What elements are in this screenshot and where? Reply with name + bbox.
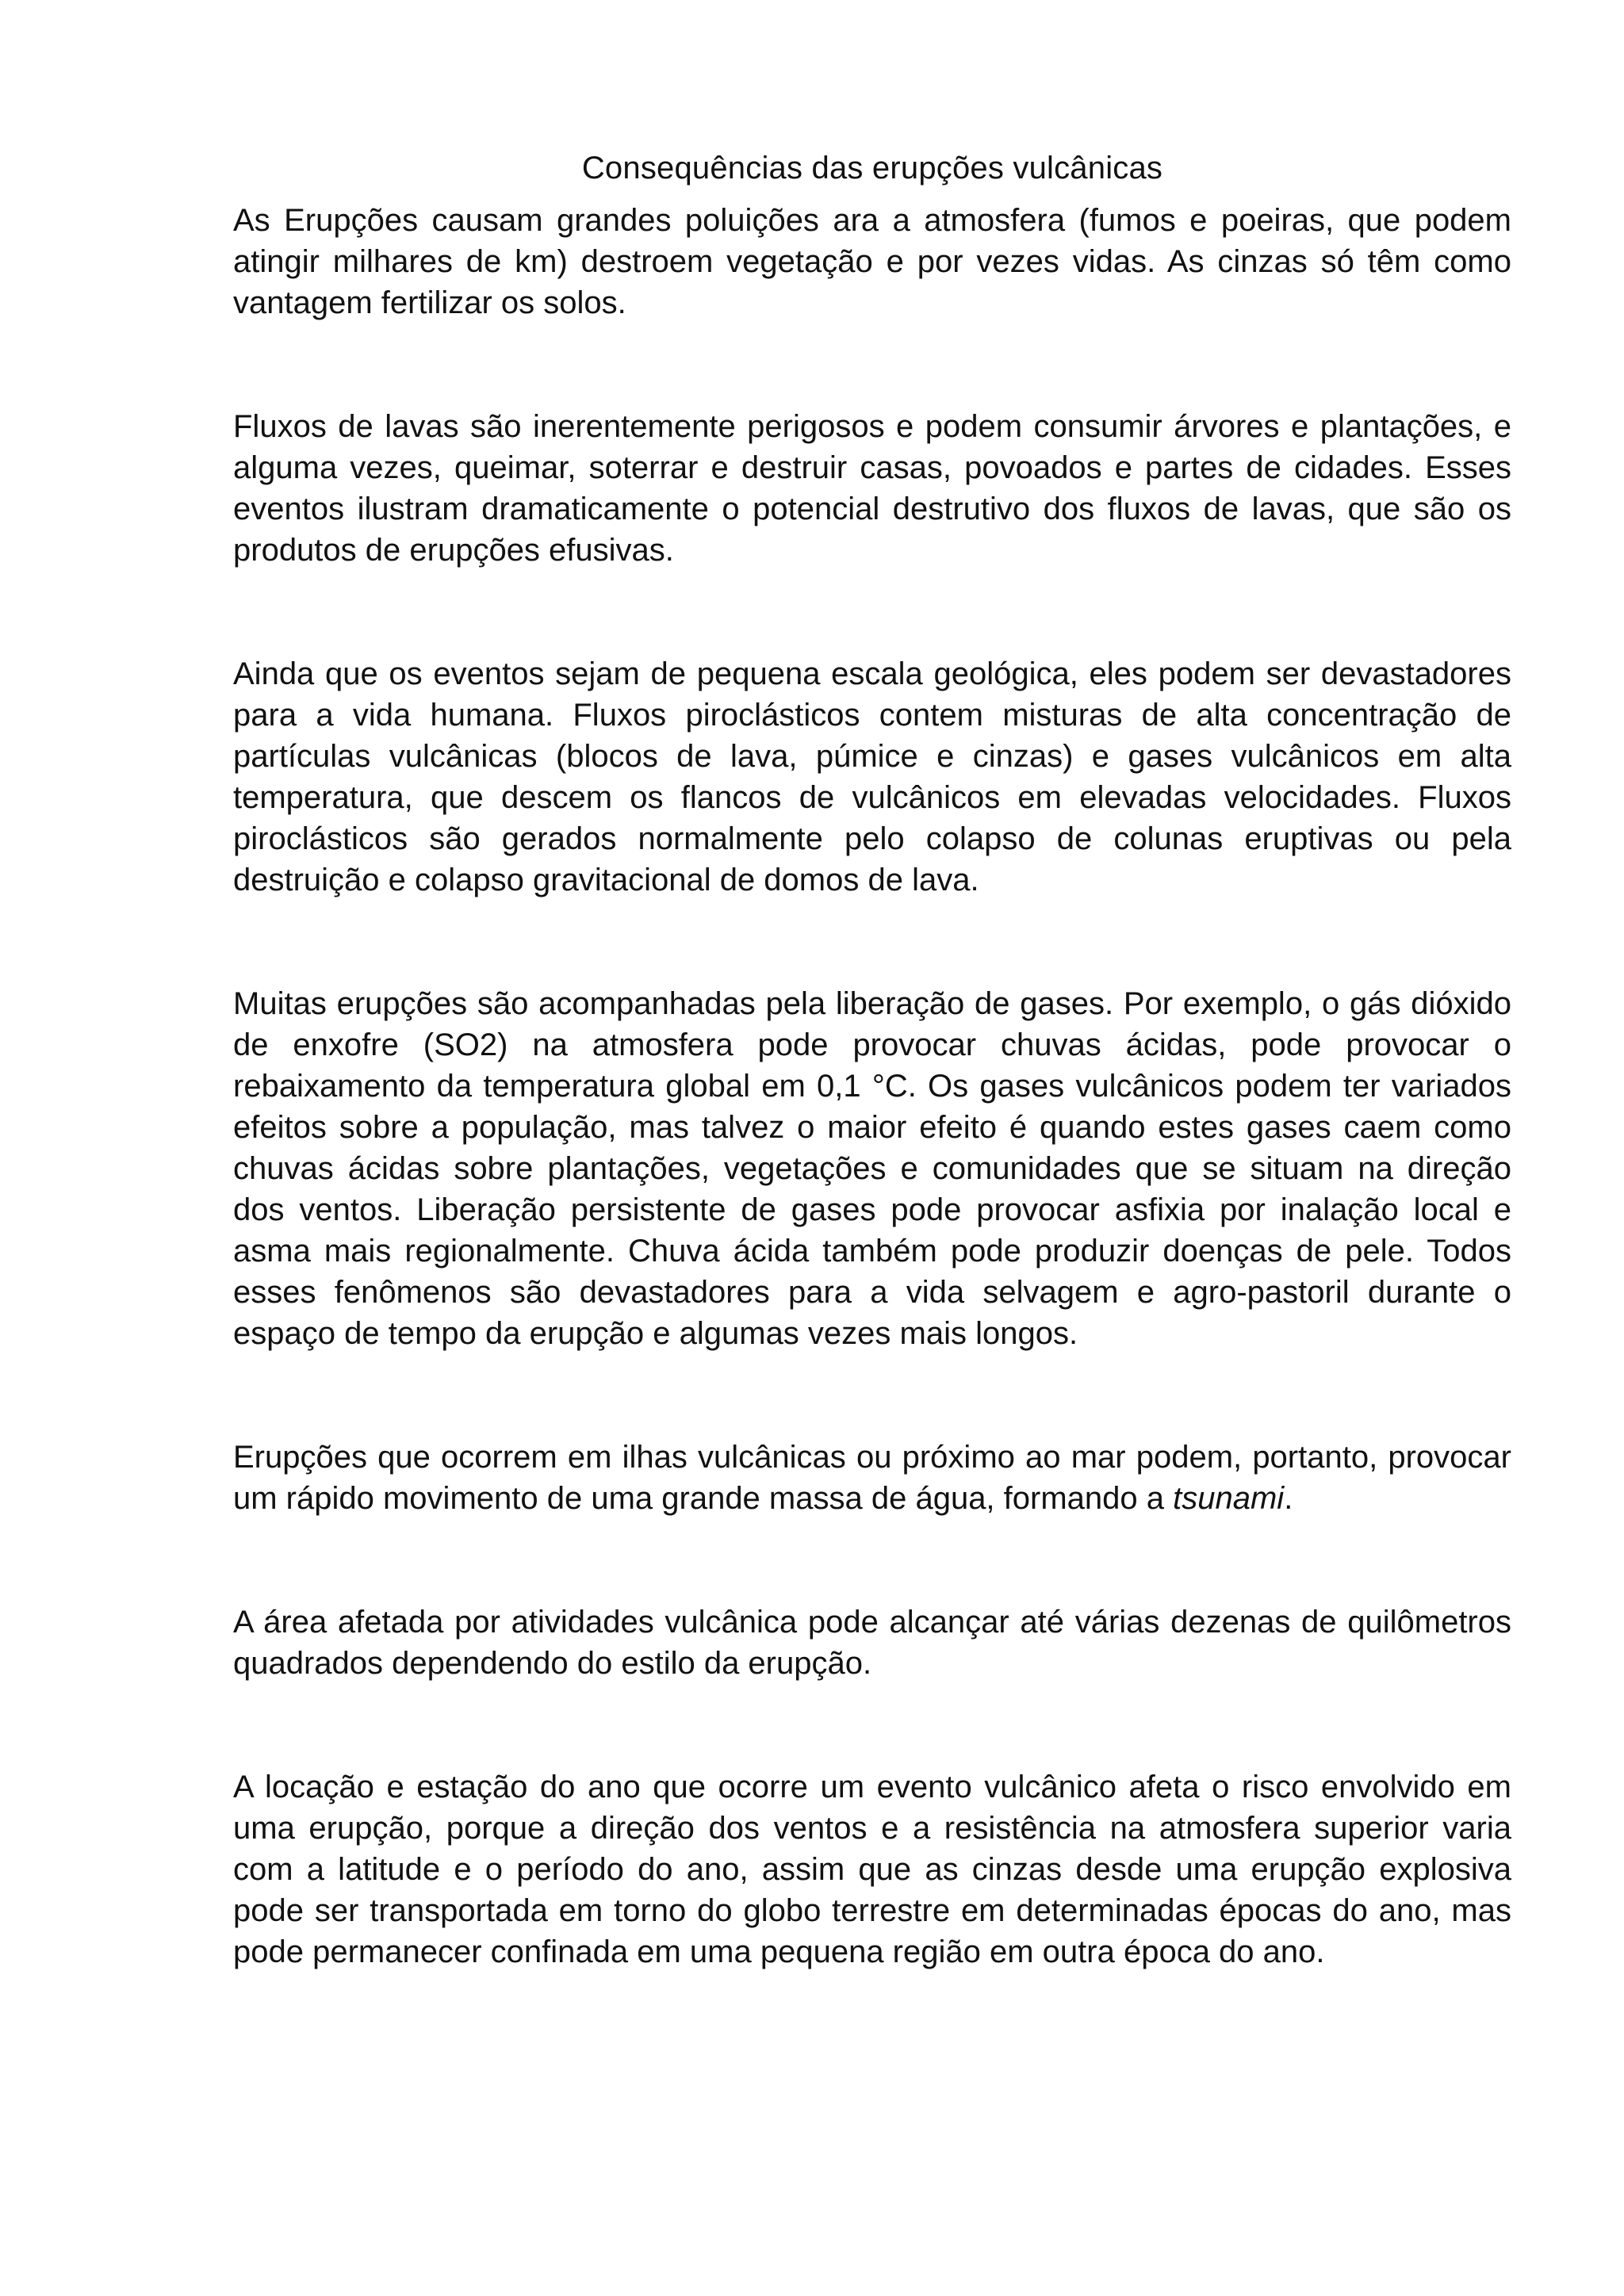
paragraph-eruption-pollution: As Erupções causam grandes poluições ara a atmosfera (fumos e poeiras, que podem atingir milhares de km) destroem vegetação e por vezes vidas. As cinzas só têm como vantagem fertilizar os solos. <box>233 203 1511 320</box>
paragraph-affected-area: A área afetada por atividades vulcânica pode alcançar até várias dezenas de quilômetros quadrados dependendo do estilo da erupção. <box>233 1605 1511 1681</box>
paragraph-tsunami-text-before: Erupções que ocorrem em ilhas vulcânicas ou próximo ao mar podem, portanto, provocar um rápido movimento de uma grande massa de água, formando a <box>233 1440 1511 1516</box>
document-title: Consequências das erupções vulcânicas <box>581 151 1163 186</box>
paragraph-volcanic-gases: Muitas erupções são acompanhadas pela liberação de gases. Por exemplo, o gás dióxido de enxofre (SO2) na atmosfera pode provocar chuvas ácidas, pode provocar o rebaixamento da temperatura global em 0,1 °C. Os gases vulcânicos podem ter variados efeitos sobre a população, mas talvez o maior efeito é quando estes gases caem como chuvas ácidas sobre plantações, vegetações e comunidades que se situam na direção dos ventos. Liberação persistente de gases pode provocar asfixia por inalação local e asma mais regionalmente. Chuva ácida também pode produzir doenças de pele. Todos esses fenômenos são devastadores para a vida selvagem e agro-pastoril durante o espaço de tempo da erupção e algumas vezes mais longos. <box>233 986 1511 1351</box>
document-body <box>233 147 1511 1973</box>
paragraph-lava-flows: Fluxos de lavas são inerentemente perigosos e podem consumir árvores e plantações, e alguma vezes, queimar, soterrar e destruir casas, povoados e partes de cidades. Esses eventos ilustram dramaticamente o potencial destrutivo dos fluxos de lavas, que são os produtos de erupções efusivas. <box>233 409 1511 568</box>
paragraph-tsunami-text-after: . <box>1284 1481 1293 1516</box>
paragraph-tsunami <box>233 1437 1511 1519</box>
paragraph-pyroclastic-flows: Ainda que os eventos sejam de pequena escala geológica, eles podem ser devastadores para a vida humana. Fluxos piroclásticos contem misturas de alta concentração de partículas vulcânicas (blocos de lava, púmice e cinzas) e gases vulcânicos em alta temperatura, que descem os flancos de vulcânicos em elevadas velocidades. Fluxos piroclásticos são gerados normalmente pelo colapso de colunas eruptivas ou pela destruição e colapso gravitacional de domos de lava. <box>233 656 1511 897</box>
paragraph-location-season: A locação e estação do ano que ocorre um evento vulcânico afeta o risco envolvido em uma erupção, porque a direção dos ventos e a resistência na atmosfera superior varia com a latitude e o período do ano, assim que as cinzas desde uma erupção explosiva pode ser transportada em torno do globo terrestre em determinadas épocas do ano, mas pode permanecer confinada em uma pequena região em outra época do ano. <box>233 1770 1511 1969</box>
paragraph-tsunami-emphasis: tsunami <box>1173 1481 1285 1516</box>
